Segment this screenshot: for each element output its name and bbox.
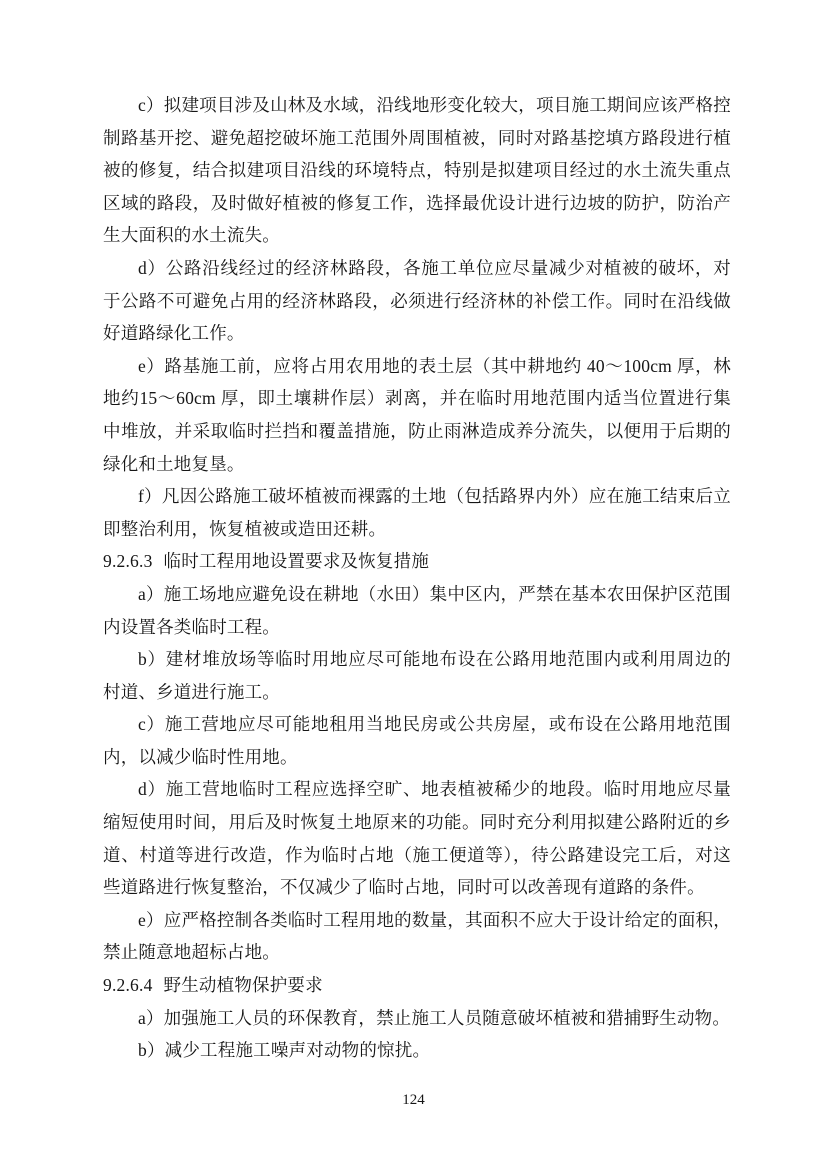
page-body: [103, 89, 731, 1067]
paragraph-item-f: f）凡因公路施工破坏植被而裸露的土地（包括路界内外）应在施工结束后立即整治利用，恢复植被或造田还耕。: [103, 486, 732, 539]
section-title: 临时工程用地设置要求及恢复措施: [163, 551, 430, 572]
section-number: 9.2.6.3: [103, 551, 153, 572]
paragraph-item-a2: a）施工场地应避免设在耕地（水田）集中区内，严禁在基本农田保护区范围内设置各类临时工程。: [103, 583, 731, 637]
page-number: 124: [402, 1092, 425, 1108]
paragraph-item-c2: c）施工营地应尽可能地租用当地民房或公共房屋，或布设在公路用地范围内，以减少临时性用地。: [103, 714, 731, 767]
paragraph-item-b2: b）建材堆放场等临时用地应尽可能地布设在公路用地范围内或利用周边的村道、乡道进行施工。: [103, 649, 731, 702]
section-title: 野生动植物保护要求: [163, 975, 323, 996]
paragraph-item-a3: a）加强施工人员的环保教育，禁止施工人员随意破坏植被和猎捕野生动物。: [138, 1007, 731, 1028]
paragraph-item-c: c）拟建项目涉及山林及水域，沿线地形变化较大，项目施工期间应该严格控制路基开挖、避免超挖破坏施工范围外周围植被，同时对路基挖填方路段进行植被的修复，结合拟建项目沿线的环境特点，特别是拟建项目经过的水土流失重点区域的路段，及时做好植被的修复工作，选择最优设计进行边坡的防护，防治产生大面积的水土流失。: [103, 95, 731, 246]
section-heading-9-2-6-3: [103, 545, 731, 578]
paragraph-item-d: d）公路沿线经过的经济林路段，各施工单位应尽量减少对植被的破坏，对于公路不可避免占用的经济林路段，必须进行经济林的补偿工作。同时在沿线做好道路绿化工作。: [103, 257, 731, 344]
section-heading-9-2-6-4: [103, 969, 731, 1002]
paragraph-item-e2: e）应严格控制各类临时工程用地的数量，其面积不应大于设计给定的面积，禁止随意地超标占地。: [103, 909, 731, 963]
paragraph-item-e: e）路基施工前，应将占用农用地的表土层（其中耕地约 40～100cm 厚，林地约15～60cm 厚，即土壤耕作层）剥离，并在临时用地范围内适当位置进行集中堆放，并采取临时拦挡和覆盖措施，防止雨淋造成养分流失，以便用于后期的绿化和土地复垦。: [103, 355, 731, 474]
paragraph-item-d2: d）施工营地临时工程应选择空旷、地表植被稀少的地段。临时用地应尽量缩短使用时间，用后及时恢复土地原来的功能。同时充分利用拟建公路附近的乡道、村道等进行改造，作为临时占地（施工便道等），待公路建设完工后，对这些道路进行恢复整治，不仅减少了临时占地，同时可以改善现有道路的条件。: [103, 779, 731, 898]
paragraph-item-b3: b）减少工程施工噪声对动物的惊扰。: [138, 1040, 431, 1061]
section-number: 9.2.6.4: [103, 975, 153, 996]
